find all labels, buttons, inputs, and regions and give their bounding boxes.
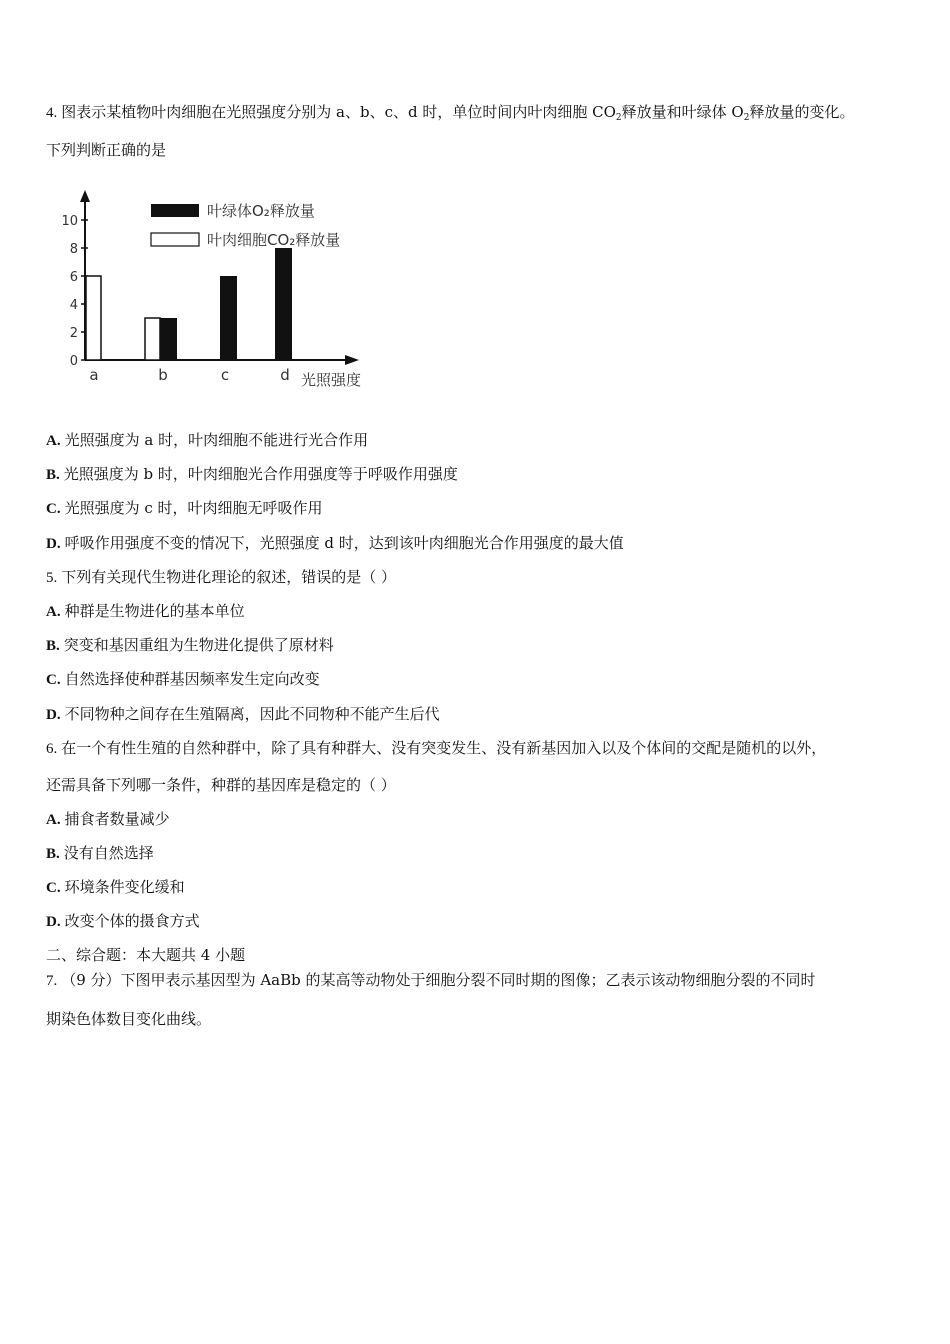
bar-co2-b xyxy=(145,318,160,360)
q4-option-c: C. 光照强度为 c 时，叶肉细胞无呼吸作用 xyxy=(46,499,323,517)
legend-label-co2: 叶肉细胞CO₂释放量 xyxy=(207,231,341,249)
x-category-label: b xyxy=(158,366,168,384)
q5-option-b: B. 突变和基因重组为生物进化提供了原材料 xyxy=(46,636,334,654)
x-category-label: c xyxy=(220,366,230,384)
y-tick-label: 2 xyxy=(69,326,78,341)
legend-swatch-o2 xyxy=(151,204,199,217)
legend-swatch-co2 xyxy=(151,233,199,246)
x-axis-categories xyxy=(89,366,289,384)
y-tick-label: 4 xyxy=(69,298,78,313)
y-axis-arrow xyxy=(80,190,90,202)
q4-option-d: D. 呼吸作用强度不变的情况下，光照强度 d 时，达到该叶肉细胞光合作用强度的最大值 xyxy=(46,534,624,552)
bar-o2-c xyxy=(220,276,237,360)
q6-stem-line2: 还需具备下列哪一条件，种群的基因库是稳定的（ ） xyxy=(46,776,396,794)
x-category-label: a xyxy=(89,366,99,384)
q6-option-d: D. 改变个体的摄食方式 xyxy=(46,912,200,930)
q4-stem-line2: 下列判断正确的是 xyxy=(46,141,167,159)
q6-option-c: C. 环境条件变化缓和 xyxy=(46,878,185,896)
bar-o2-b xyxy=(160,318,177,360)
q7-stem-line2: 期染色体数目变化曲线。 xyxy=(46,1010,212,1028)
q4-option-b: B. 光照强度为 b 时，叶肉细胞光合作用强度等于呼吸作用强度 xyxy=(46,465,458,483)
q6-option-b: B. 没有自然选择 xyxy=(46,844,154,862)
q6-stem-line1: 6. 在一个有性生殖的自然种群中，除了具有种群大、没有突变发生、没有新基因加入以及个体间的交配是随机的以外， xyxy=(46,739,827,757)
q5-option-d: D. 不同物种之间存在生殖隔离，因此不同物种不能产生后代 xyxy=(46,705,440,723)
y-tick-label: 8 xyxy=(69,242,78,257)
x-category-label: d xyxy=(280,366,290,384)
q5-number: 5. xyxy=(46,570,58,586)
q6-number: 6. xyxy=(46,741,58,757)
q7-stem-line1: 7. （9 分）下图甲表示基因型为 AaBb 的某高等动物处于细胞分裂不同时期的图像；乙表示该动物细胞分裂的不同时 xyxy=(46,971,816,989)
q4-option-a: A. 光照强度为 a 时，叶肉细胞不能进行光合作用 xyxy=(46,431,369,449)
q7-number: 7. xyxy=(46,973,58,989)
q4-stem-line1: 4. 图表示某植物叶肉细胞在光照强度分别为 a、b、c、d 时，单位时间内叶肉细胞 $CO_2$释放量和叶绿体 $O_2$释放量的变化。 xyxy=(46,103,855,123)
bars xyxy=(86,248,292,360)
q4-number: 4. xyxy=(46,105,58,121)
x-axis-arrow xyxy=(345,355,359,365)
q5-option-a: A. 种群是生物进化的基本单位 xyxy=(46,602,245,620)
q6-option-a: A. 捕食者数量减少 xyxy=(46,810,170,828)
q4-bar-chart xyxy=(55,190,385,395)
bar-o2-d xyxy=(275,248,292,360)
q5-stem: 5. 下列有关现代生物进化理论的叙述，错误的是（ ） xyxy=(46,568,397,586)
x-axis-label: 光照强度 xyxy=(301,371,362,389)
q5-option-c: C. 自然选择使种群基因频率发生定向改变 xyxy=(46,670,320,688)
y-tick-label: 0 xyxy=(69,354,78,369)
legend-label-o2: 叶绿体O₂释放量 xyxy=(207,202,315,220)
y-tick-label: 10 xyxy=(61,214,78,229)
bar-co2-a xyxy=(86,276,101,360)
y-tick-label: 6 xyxy=(69,270,78,285)
section2-title: 二、综合题：本大题共 4 小题 xyxy=(46,946,246,964)
